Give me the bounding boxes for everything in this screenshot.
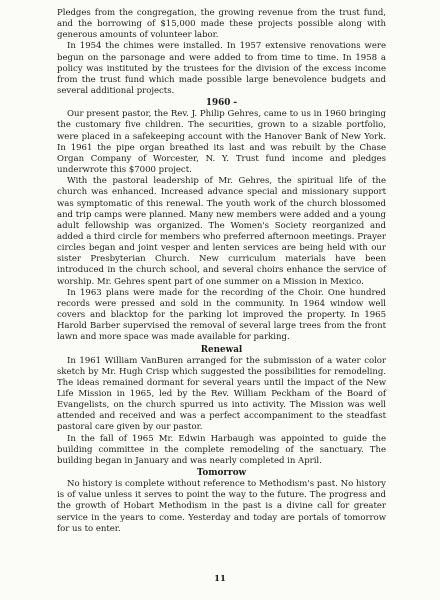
paragraph-1960-2: With the pastoral leadership of Mr. Gehres, the spiritual life of the church was enhanced. Increased advance special and missionary support was symptomatic of this renewal. The youth work of the church blossomed and trip camps were planned. Many new members were added and a young adult fellowship was organized. The Women's Society reorganized and added a third circle for members who preferred afternoon meetings. Prayer circles began and joint vesper and lenten services are being held with our sister Presbyterian Church. New curriculum materials have been introduced in the church school, and several choirs enhance the service of worship. Mr. Gehres spent part of one summer on a Mission in Mexico. bbox=[57, 176, 386, 287]
paragraph-1960-1: Our present pastor, the Rev. J. Philip Gehres, came to us in 1960 bringing the customary five children. The securities, grown to a sizable portfolio, were placed in a safekeeping account with the Hanover Bank of New York. In 1961 the pipe organ breathed its last and was rebuilt by the Chase Organ Company of Worcester, N. Y. Trust fund income and pledges underwrote this $7000 project. bbox=[57, 109, 386, 176]
section-heading-renewal: Renewal bbox=[200, 344, 243, 355]
paragraph-tomorrow-1: No history is complete without reference to Methodism's past. No history is of value unless it serves to point the way to the future. The progress and the growth of Hobart Methodism in the past is a divine call for greater service in the years to come. Yesterday and today are portals of tomorrow for us to enter. bbox=[57, 479, 386, 534]
intro-paragraph-1: Pledges from the congregation, the growing revenue from the trust fund, and the borrowing of $15,000 made these projects possible along with generous amounts of volunteer labor. bbox=[57, 8, 386, 41]
paragraph-1960-3: In 1963 plans were made for the recording of the Choir. One hundred records were pressed and sold in the community. In 1964 window well covers and blacktop for the parking lot improved the property. In 1965 Harold Barber supervised the removal of several large trees from the front lawn and more space was made available for parking. bbox=[57, 287, 386, 343]
section-heading-tomorrow: Tomorrow bbox=[196, 468, 247, 479]
section-heading-1960: 1960 - bbox=[205, 98, 238, 109]
paragraph-renewal-1: In 1961 William VanBuren arranged for the submission of a water color sketch by Mr. Hugh Crisp which suggested the possibilities for remodeling. The ideas remained dormant for several years until the impact of the New Life Mission in 1965, led by the Rev. William Peckham of the Board of Evangelists, on the church spurred us into activity. The Mission was well attended and received and was a perfect accompaniment to the steadfast pastoral care given by our pastor. bbox=[57, 355, 386, 433]
page-number: 11 bbox=[214, 574, 226, 584]
intro-paragraph-2: In 1954 the chimes were installed. In 1957 extensive renovations were begun on the parsonage and were added to from time to time. In 1958 a policy was instituted by the trustees for the division of the excess income from the trust fund which made possible large benevolence budgets and several additional projects. bbox=[57, 41, 386, 97]
paragraph-renewal-2: In the fall of 1965 Mr. Edwin Harbaugh was appointed to guide the building committee in the complete remodeling of the sanctuary. The building began in January and was nearly completed in April. bbox=[57, 433, 386, 466]
